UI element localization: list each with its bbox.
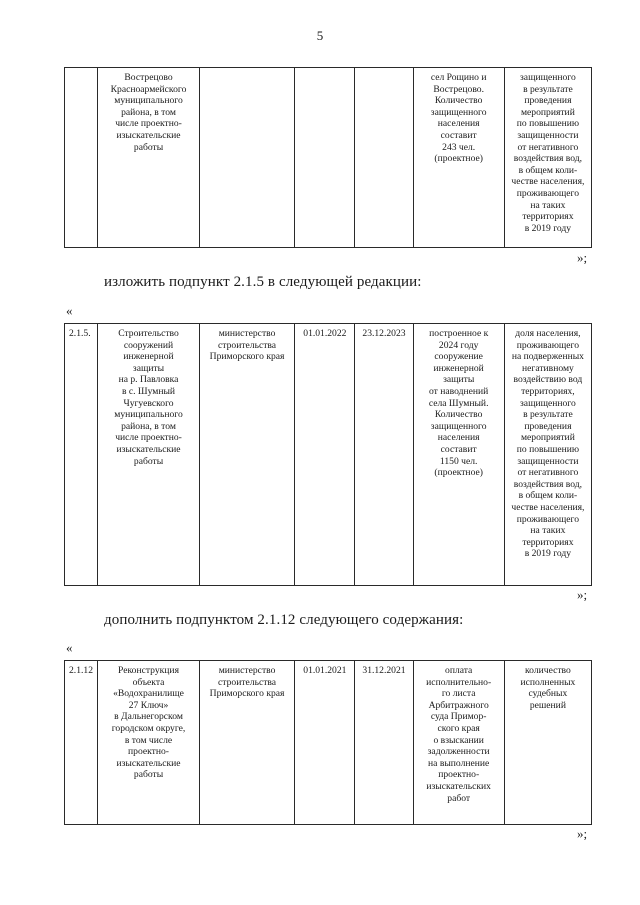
closing-quote: »; [577, 826, 588, 841]
cell-number: 2.1.12 [65, 661, 98, 825]
cell-text-line: Количество [434, 409, 483, 421]
cell-indicator [504, 324, 591, 586]
cell-text-line: го листа [441, 688, 476, 700]
cell-result [413, 661, 504, 825]
cell-text-line: сооружение [434, 351, 483, 363]
closing-quote: »; [577, 587, 588, 602]
cell-text-line: на подверженных [511, 351, 584, 363]
cell-text-line: городском округе, [111, 722, 186, 734]
cell-text-line: 2024 году [438, 339, 479, 351]
cell-text-line: защищенного [520, 397, 576, 409]
cell-start-date: 01.01.2022 [295, 324, 355, 586]
cell-text-line: построенное к [429, 328, 489, 339]
cell-text-line: территориях, [521, 385, 575, 397]
cell-text-line: честве населения, [511, 176, 585, 188]
cell-text-line: в результате [523, 83, 573, 95]
cell-text-line: Арбитражного [428, 699, 489, 711]
table-row [65, 68, 592, 248]
cell-result [413, 324, 504, 586]
cell-text-line: Реконструкция [118, 665, 179, 676]
cell-text-line: защиты [443, 374, 475, 386]
cell-text-line: муниципального [114, 95, 183, 107]
cell-text-line: на выполнение [428, 757, 490, 769]
cell-text-line: (проектное) [434, 153, 483, 165]
cell-text-line: инженерной [433, 362, 484, 374]
cell-text-line: защиты [132, 362, 165, 374]
cell-text-line: Красноармейского [110, 83, 187, 95]
cell-text-line: в общем коли- [518, 164, 578, 176]
cell-indicator [504, 68, 591, 248]
cell-text-line: на таких [530, 525, 566, 537]
cell-text-line: села Шумный. [428, 397, 489, 409]
cell-text-line: министерство [218, 665, 276, 676]
cell-text-line: по повышению [516, 118, 580, 130]
cell-object [98, 68, 200, 248]
cell-text-line: Приморского края [209, 688, 285, 700]
cell-text-line: изыскательские [116, 129, 181, 141]
cell-text-line: от наводнений [429, 385, 489, 397]
cell-text-line: Количество [434, 95, 483, 107]
cell-text-line: проведения [524, 95, 572, 107]
cell-text-line: числе проектно- [115, 118, 182, 130]
cell-text-line: проектно- [128, 746, 169, 758]
cell-text-line: честве населения, [511, 501, 585, 513]
cell-text-line: составит [440, 129, 477, 141]
cell-end-date: 23.12.2023 [355, 324, 413, 586]
cell-text-line: проживающего [516, 513, 580, 525]
cell-text-line: Вострецово. [433, 83, 484, 95]
cell-text-line: в том числе [124, 734, 173, 746]
cell-text-line: по повышению [516, 443, 580, 455]
cell-end-date [355, 68, 413, 248]
cell-responsible [199, 324, 294, 586]
cell-text-line: защищенности [517, 455, 579, 467]
cell-text-line: строительства [218, 676, 277, 688]
cell-text-line: проведения [524, 420, 572, 432]
cell-text-line: 1150 чел. [439, 455, 478, 467]
cell-text-line: от негативного [517, 467, 579, 479]
cell-text-line: района, в том [121, 106, 176, 118]
cell-text-line: защищенного [430, 420, 487, 432]
cell-text-line: в с. Шумный [121, 385, 176, 397]
cell-text-line: составит [440, 443, 477, 455]
cell-text-line: изыскательские [116, 757, 181, 769]
instruction-paragraph: изложить подпункт 2.1.5 в следующей редакции: [104, 274, 422, 290]
table-item-2-1-5 [64, 323, 592, 586]
page-number: 5 [316, 28, 324, 43]
cell-text-line: работы [133, 769, 164, 781]
cell-text-line: Строительство [118, 328, 179, 339]
cell-text-line: изыскательских [426, 780, 491, 792]
cell-start-date: 01.01.2021 [295, 661, 355, 825]
opening-quote: « [66, 303, 73, 318]
cell-text-line: защищенного [520, 72, 576, 83]
cell-text-line: Чугуевского [123, 397, 174, 409]
cell-result [413, 68, 504, 248]
cell-text-line: мероприятий [520, 106, 575, 118]
table-continuation [64, 67, 592, 248]
cell-text-line: Вострецово [124, 72, 173, 83]
cell-text-line: в 2019 году [524, 548, 572, 560]
cell-text-line: территориях [522, 211, 574, 223]
cell-text-line: сел Рощино и [430, 72, 487, 83]
instruction-paragraph: дополнить подпунктом 2.1.12 следующего содержания: [104, 612, 464, 628]
cell-text-line: 27 Ключ» [128, 699, 169, 711]
cell-text-line: «Водохранилище [113, 688, 184, 700]
cell-text-line: министерство [218, 328, 276, 339]
cell-text-line: работ [447, 792, 471, 804]
cell-text-line: в общем коли- [518, 490, 578, 502]
cell-responsible [199, 661, 294, 825]
cell-text-line: от негативного [517, 141, 579, 153]
cell-text-line: на таких [530, 199, 566, 211]
cell-text-line: работы [133, 455, 164, 467]
cell-text-line: объекта [132, 676, 165, 688]
cell-text-line: судебных [528, 688, 568, 700]
cell-text-line: строительства [218, 339, 277, 351]
cell-text-line: 243 чел. [442, 141, 476, 153]
cell-text-line: проектно- [438, 769, 480, 781]
closing-quote: »; [577, 250, 588, 265]
cell-indicator [504, 661, 591, 825]
cell-number [65, 68, 98, 248]
cell-text-line: ского края [437, 722, 480, 734]
cell-text-line: населения [437, 118, 480, 130]
cell-text-line: проживающего [516, 339, 580, 351]
cell-text-line: защищенного [430, 106, 487, 118]
cell-start-date [295, 68, 355, 248]
cell-text-line: района, в том [121, 420, 176, 432]
cell-text-line: (проектное) [434, 467, 483, 479]
cell-text-line: числе проектно- [115, 432, 182, 444]
cell-text-line: воздействия вод, [513, 153, 583, 165]
cell-text-line: доля населения, [515, 328, 581, 339]
cell-text-line: защищенности [517, 129, 579, 141]
cell-text-line: проживающего [516, 187, 580, 199]
cell-text-line: территориях [522, 536, 574, 548]
cell-text-line: работы [133, 141, 164, 153]
cell-text-line: инженерной [123, 351, 174, 363]
table-row [65, 324, 592, 586]
cell-text-line: воздействию вод [513, 374, 583, 386]
cell-text-line: изыскательские [116, 443, 181, 455]
cell-text-line: населения [437, 432, 480, 444]
cell-text-line: сооружений [123, 339, 174, 351]
cell-text-line: оплата [445, 665, 473, 676]
cell-text-line: количество [525, 665, 571, 676]
cell-text-line: задолженности [427, 746, 490, 758]
cell-text-line: Приморского края [209, 351, 285, 363]
cell-text-line: в 2019 году [524, 222, 572, 234]
cell-text-line: муниципального [114, 409, 183, 421]
table-row [65, 661, 592, 825]
cell-text-line: суда Примор- [430, 711, 487, 723]
table-item-2-1-12 [64, 660, 592, 825]
cell-text-line: в Дальнегорском [114, 711, 183, 723]
cell-responsible [199, 68, 294, 248]
cell-text-line: мероприятий [520, 432, 575, 444]
cell-text-line: воздействия вод, [513, 478, 583, 490]
cell-text-line: о взыскании [433, 734, 484, 746]
cell-text-line: в результате [523, 409, 573, 421]
cell-end-date: 31.12.2021 [355, 661, 413, 825]
cell-text-line: негативному [522, 362, 574, 374]
cell-text-line: на р. Павловка [118, 374, 179, 386]
opening-quote: « [66, 640, 73, 655]
cell-object [98, 661, 200, 825]
cell-object [98, 324, 200, 586]
cell-text-line: решений [529, 699, 566, 711]
cell-text-line: исполненных [520, 676, 576, 688]
cell-number: 2.1.5. [65, 324, 98, 586]
cell-text-line: исполнительно- [426, 676, 492, 688]
